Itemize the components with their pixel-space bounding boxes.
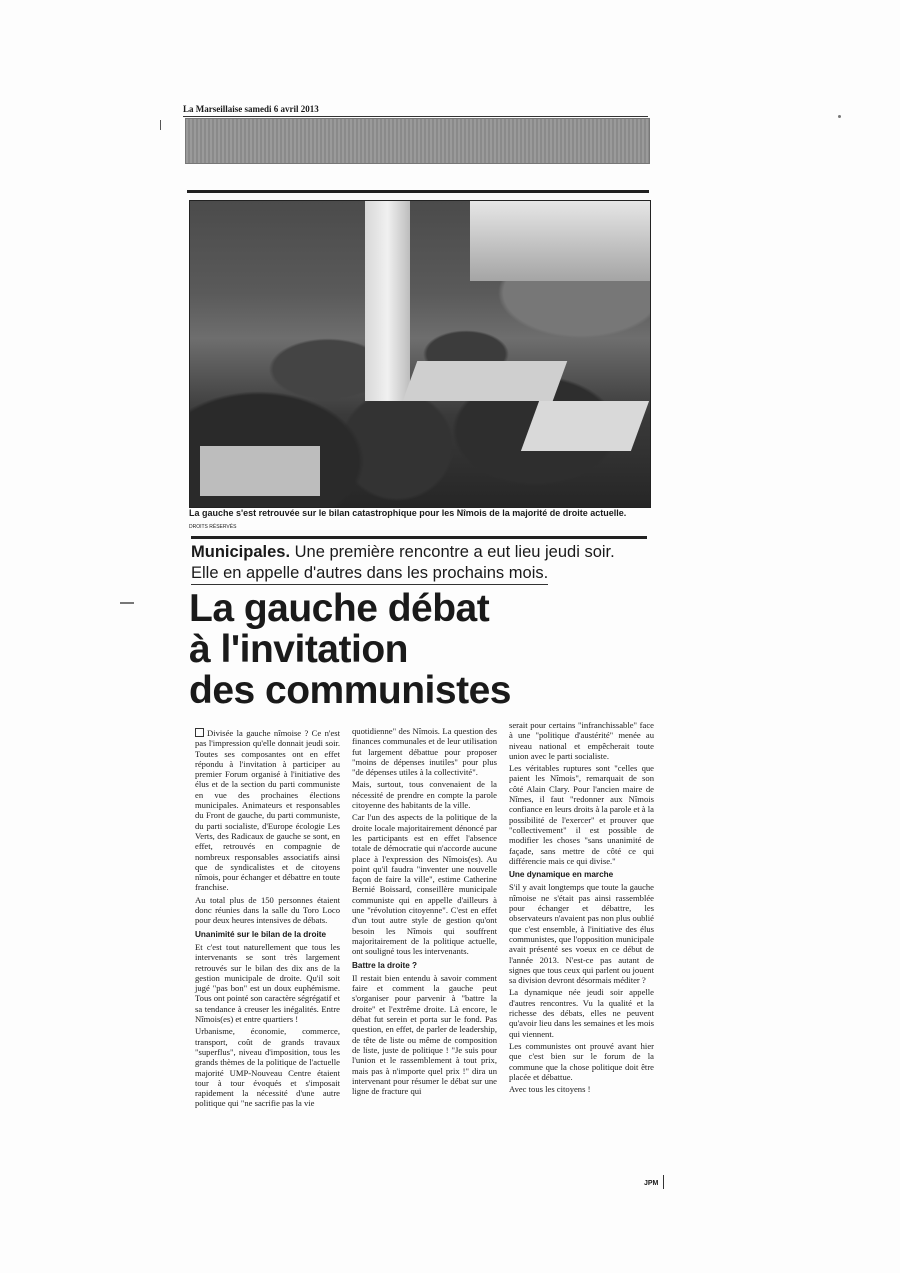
kicker — [191, 542, 651, 585]
kicker-line2: Elle en appelle d'autres dans les prochains mois. — [191, 563, 548, 585]
signature-bar — [663, 1175, 664, 1189]
header-banner — [185, 118, 650, 164]
square-bullet-icon — [195, 728, 204, 737]
column-2 — [352, 726, 497, 1098]
kicker-line1: Une première rencontre a eut lieu jeudi soir. — [294, 543, 615, 561]
event-photo — [189, 200, 651, 508]
divider — [191, 536, 647, 539]
headline-line: des communistes — [189, 669, 511, 712]
author-signature: JPM — [644, 1180, 659, 1187]
photo-window — [470, 201, 650, 281]
paragraph: Et c'est tout naturellement que tous les intervenants se sont très largement retrouvés sur le bilan des dix ans de la gestion municipale de droite. Qu'il soit jugé "pas bon" est un doux euphémisme. Tous ont pointé son caractère ségrégatif et sa tendance à creuser les inégalités. Entre Nîmois(es) et entre quartiers ! — [195, 941, 340, 1025]
paragraph: Avec tous les citoyens ! — [509, 1084, 591, 1095]
photo-credit: DROITS RÉSERVÉS — [189, 524, 237, 530]
masthead: La Marseillaise samedi 6 avril 2013 — [183, 104, 648, 117]
subheading: Une dynamique en marche — [509, 870, 614, 880]
paragraph: Car l'un des aspects de la politique de la droite locale majoritairement dénoncé par les participants est en effet l'absence totale de démocratie qui n'accorde aucune place à l'expression des Nîmois(es). Au point qu'il faudra "inventer une nouvelle façon de faire la ville", estime Catherine Bernié Boissard, conseillère municipale communiste qui en appelle d'ailleurs à une "révolution citoyenne". C'est en effet d'un tout autre style de gestion qu'ont besoin les Nîmois qui souffrent majoritairement de la politique actuelle, ont souligné tous les intervenants. — [352, 812, 497, 957]
scan-speck — [838, 115, 841, 118]
photo-caption: La gauche s'est retrouvée sur le bilan catastrophique pour les Nîmois de la majorité de droite actuelle. — [189, 508, 627, 518]
divider — [187, 190, 649, 193]
photo-pillar — [365, 201, 410, 401]
paragraph — [195, 728, 340, 893]
paragraph: Mais, surtout, tous convenaient de la nécessité de prendre en compte la parole citoyenne des habitants de la ville. — [352, 779, 497, 811]
paragraph: La dynamique née jeudi soir appelle d'autres rencontres. Vu la qualité et la richesse des débats, elles ne peuvent qu'avoir lieu dans les semaines et les mois qui viennent. — [509, 987, 654, 1039]
subheading: Battre la droite ? — [352, 960, 418, 970]
paragraph-text: Divisée la gauche nîmoise ? Ce n'est pas l'impression qu'elle donnait jeudi soir. Toutes ses composantes ont en effet répondu à l'invitation à participer au premier Forum organisé à l'initiative des élus et de la section du parti communiste en vue des prochaines élections municipales. Animateurs et responsables du Front de gauche, du parti communiste, du parti socialiste, d'Europe écologie Les Verts, des Radicaux de gauche se sont, en effet, retrouvés en compagnie de nombreux responsables associatifs ainsi que de syndicalistes et de citoyens nîmois, pour échanger et débattre en toute franchise. — [195, 728, 340, 893]
photo-table — [200, 446, 320, 496]
paragraph: Urbanisme, économie, commerce, transport, coût de grands travaux "superflus", niveau d'imposition, tous les grands thèmes de la politique de l'actuelle majorité UMP-Nouveau Centre étaient tour à tour évoqués et s'imposait rapidement la nécessité d'une autre politique qui "ne sacrifie pas la vie — [195, 1026, 340, 1109]
headline-line: à l'invitation — [189, 628, 408, 671]
column-3 — [509, 720, 654, 1096]
column-1 — [195, 728, 340, 1111]
headline — [189, 588, 659, 711]
article-body — [195, 720, 655, 1198]
photo-table — [521, 401, 649, 451]
photo-table — [403, 361, 568, 401]
scan-speck — [120, 602, 134, 604]
margin-mark — [160, 120, 161, 130]
paragraph: Il restait bien entendu à savoir comment faire et comment la gauche peut s'organiser pour parvenir à "battre la droite" et l'extrême droite. Là encore, le débat fut serein et porta sur le fond. Pas question, en effet, de parler de leadership, de tête de liste ou même de composition de liste, juste de politique ! "Je suis pour l'union et le rassemblement à tout prix, mais pas à n'importe quel prix !" dira un intervenant pour résumer le débat sur une ligne de fracture qui — [352, 972, 497, 1097]
subheading: Unanimité sur le bilan de la droite — [195, 929, 327, 939]
paragraph: Les véritables ruptures sont "celles que paient les Nîmois", remarquait de son côté Alain Clary. Pour l'ancien maire de Nîmes, il faut "redonner aux Nîmois confiance en leurs droits à la parole et à la possibilité de l'exercer" et prouver que "collectivement" il est possible de modifier les choses "sans unanimité de façade, sans mettre de côté ce qui différencie mais ce qui divise." — [509, 763, 654, 866]
paragraph: S'il y avait longtemps que toute la gauche nîmoise ne s'était pas ainsi rassemblée pour échanger et débattre, les observateurs n'avaient pas non plus oublié que c'est ensemble, à l'initiative des élus communistes, que l'opposition municipale avait présenté ses voeux en ce début de l'année 2013. N'est-ce pas autant de signes que tous ceux qui parlent ou jouent sa division devront désormais méditer ? — [509, 882, 654, 986]
paragraph: quotidienne" des Nîmois. La question des finances communales et de leur utilisation fut largement débattue pour proposer "moins de dépenses inutiles" pour plus "de dépenses utiles à la collectivité". — [352, 726, 497, 778]
paragraph: serait pour certains "infranchissable" face à une "politique d'austérité" menée au niveau national et empêcherait toute union avec le parti socialiste. — [509, 720, 654, 761]
paragraph: Au total plus de 150 personnes étaient donc réunies dans la salle du Toro Loco pour deux heures intensives de débats. — [195, 894, 340, 926]
kicker-label: Municipales. — [191, 543, 291, 561]
headline-line: La gauche débat — [189, 587, 490, 630]
paragraph: Les communistes ont prouvé avant hier que c'est bien sur le forum de la commune que la chose politique doit être placée et débattue. — [509, 1040, 654, 1082]
newspaper-clipping — [183, 96, 663, 1196]
